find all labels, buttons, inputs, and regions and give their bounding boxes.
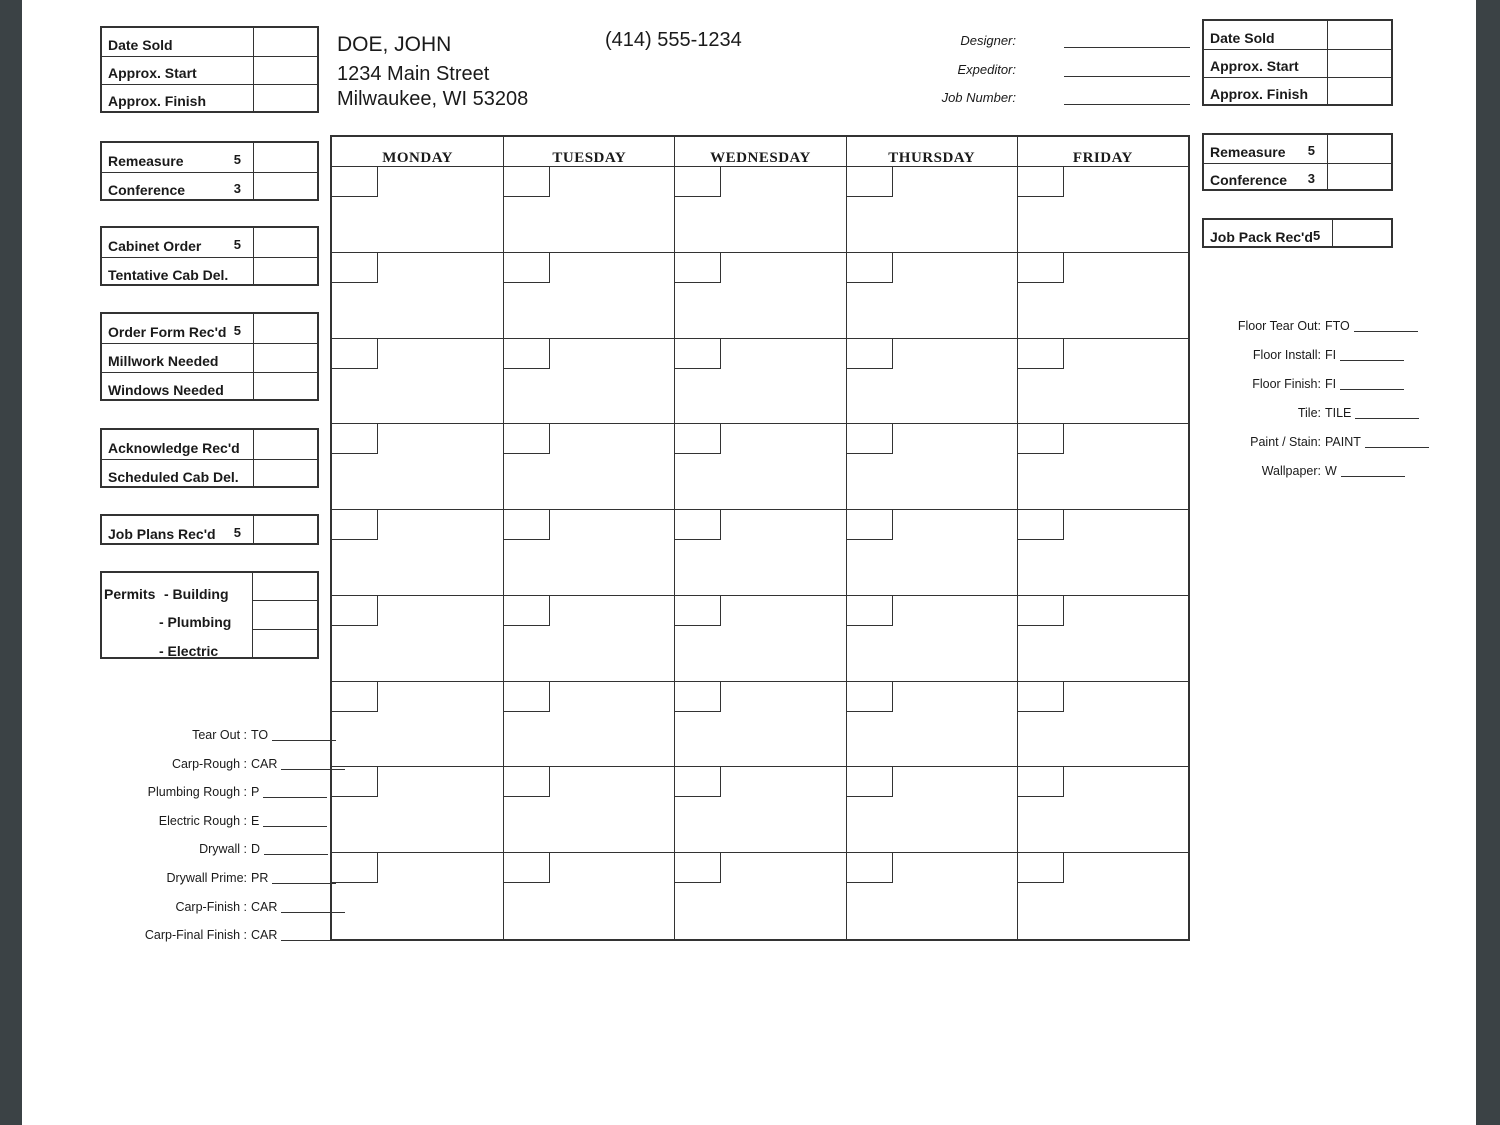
day-cell[interactable] (846, 510, 1017, 596)
field-lead-days: 5 (1307, 143, 1315, 158)
milestone-box (100, 514, 319, 545)
phase-date-field[interactable] (1355, 418, 1419, 419)
field-value-input[interactable] (253, 143, 317, 172)
date-number-box[interactable] (847, 596, 893, 626)
phase-date-field[interactable] (281, 940, 345, 941)
field-row-approx-finish (1204, 77, 1391, 105)
date-number-box[interactable] (504, 339, 550, 369)
day-header-wednesday: WEDNESDAY (674, 137, 845, 167)
date-number-box[interactable] (1018, 167, 1064, 197)
day-cell[interactable] (332, 167, 503, 253)
phase-date-field[interactable] (1340, 389, 1404, 390)
phase-row-floor-install (1211, 348, 1404, 362)
permit-plumbing-label: - Plumbing (159, 614, 232, 630)
day-cell[interactable] (846, 167, 1017, 253)
field-label: Order Form Rec'd (108, 324, 227, 340)
day-cell[interactable] (674, 339, 845, 425)
customer-street: 1234 Main Street (337, 63, 490, 85)
date-number-box[interactable] (847, 510, 893, 540)
date-number-box[interactable] (1018, 596, 1064, 626)
day-cell[interactable] (846, 596, 1017, 682)
phase-date-field[interactable] (1340, 360, 1404, 361)
day-cell[interactable] (1017, 253, 1188, 339)
phase-label: Tile: (1297, 406, 1321, 420)
field-label: Job Plans Rec'd (108, 526, 216, 542)
field-row-acknowledge-rec-d (102, 430, 317, 459)
day-cell[interactable] (846, 767, 1017, 853)
day-header-monday: MONDAY (332, 137, 503, 167)
field-row-approx-start (1204, 49, 1391, 77)
phase-code: D (251, 842, 261, 857)
date-number-box[interactable] (504, 167, 550, 197)
phase-row-floor-finish (1211, 377, 1404, 391)
date-number-box[interactable] (847, 167, 893, 197)
day-cell[interactable] (1017, 682, 1188, 768)
field-row-approx-start (102, 56, 317, 84)
field-label: Remeasure (1210, 144, 1286, 160)
field-label: Approx. Start (1210, 58, 1299, 74)
phase-date-field[interactable] (1341, 476, 1405, 477)
phase-code: PAINT (1325, 435, 1361, 449)
phase-code: FI (1325, 348, 1337, 362)
schedule-sheet (22, 0, 1476, 1125)
phase-row-paint-stain (1211, 435, 1429, 449)
date-number-box[interactable] (847, 767, 893, 797)
date-number-box[interactable] (675, 510, 721, 540)
field-row-date-sold (102, 28, 317, 56)
field-row-scheduled-cab-del (102, 459, 317, 488)
field-label: Millwork Needed (108, 353, 219, 369)
phase-label: Floor Install: (1252, 348, 1321, 362)
phase-code: TILE (1325, 406, 1352, 420)
field-label: Date Sold (1210, 30, 1275, 46)
field-row-job-pack-rec-d (1204, 220, 1391, 248)
phase-row-drywall (127, 842, 328, 856)
field-row-conference (102, 172, 317, 201)
field-value-input[interactable] (253, 430, 317, 459)
phase-date-field[interactable] (272, 883, 336, 884)
field-lead-days (241, 281, 253, 286)
day-cell[interactable] (674, 596, 845, 682)
expeditor-label: Expeditor: (957, 62, 1016, 77)
date-number-box[interactable] (332, 339, 378, 369)
date-number-box[interactable] (675, 167, 721, 197)
field-value-input[interactable] (1327, 21, 1391, 49)
field-row-millwork-needed (102, 343, 317, 372)
field-row-date-sold (1204, 21, 1391, 49)
phase-code: CAR (251, 928, 278, 943)
date-number-box[interactable] (332, 253, 378, 283)
weekly-calendar (330, 135, 1190, 941)
day-cell[interactable] (332, 682, 503, 768)
field-label: Approx. Finish (108, 93, 206, 109)
phase-label: Carp-Finish : (175, 899, 247, 914)
expeditor-field[interactable] (1064, 76, 1190, 77)
field-value-input[interactable] (253, 173, 317, 201)
field-label: Acknowledge Rec'd (108, 440, 240, 456)
field-row-remeasure (102, 143, 317, 172)
field-lead-days: 3 (233, 181, 241, 196)
milestone-box (1202, 133, 1393, 191)
phase-date-field[interactable] (272, 740, 336, 741)
phase-row-plumbing-rough (127, 785, 327, 799)
field-value-input[interactable] (1332, 220, 1391, 248)
phase-row-tile (1211, 406, 1419, 420)
phase-date-field[interactable] (263, 797, 327, 798)
milestone-box (100, 312, 319, 401)
date-number-box[interactable] (504, 767, 550, 797)
phase-date-field[interactable] (263, 826, 327, 827)
field-value-input[interactable] (253, 28, 317, 56)
field-row-conference (1204, 163, 1391, 191)
phase-row-wallpaper (1211, 464, 1405, 478)
date-number-box[interactable] (504, 853, 550, 883)
day-cell[interactable] (846, 424, 1017, 510)
field-lead-days: 5 (1312, 228, 1321, 243)
field-row-remeasure (1204, 135, 1391, 163)
phase-code: PR (251, 871, 269, 885)
date-number-box[interactable] (1018, 253, 1064, 283)
date-number-box[interactable] (847, 682, 893, 712)
phase-code: FI (1325, 377, 1337, 391)
date-number-box[interactable] (332, 853, 378, 883)
day-cell[interactable] (332, 596, 503, 682)
date-number-box[interactable] (504, 596, 550, 626)
field-lead-days: 5 (233, 152, 241, 167)
field-label: Approx. Start (108, 65, 197, 81)
day-cell[interactable] (503, 596, 674, 682)
date-number-box[interactable] (847, 853, 893, 883)
day-cell[interactable] (1017, 424, 1188, 510)
field-value-input[interactable] (1327, 135, 1391, 163)
date-number-box[interactable] (847, 253, 893, 283)
phase-label: Tear Out : (192, 728, 247, 742)
field-value-input[interactable] (253, 228, 317, 257)
phase-row-electric-rough (127, 814, 327, 828)
permit-electric-label: - Electric (159, 643, 219, 659)
field-row-cabinet-order (102, 228, 317, 257)
field-label: Remeasure (108, 153, 184, 169)
date-number-box[interactable] (1018, 339, 1064, 369)
day-cell[interactable] (1017, 510, 1188, 596)
day-cell[interactable] (846, 339, 1017, 425)
date-number-box[interactable] (504, 253, 550, 283)
date-number-box[interactable] (332, 767, 378, 797)
date-number-box[interactable] (847, 339, 893, 369)
field-value-input[interactable] (1327, 164, 1391, 191)
phase-label: Floor Finish: (1252, 377, 1321, 391)
designer-label: Designer: (960, 33, 1016, 48)
day-cell[interactable] (332, 253, 503, 339)
phase-label: Wallpaper: (1261, 464, 1321, 478)
permits-box (100, 571, 319, 659)
day-cell[interactable] (503, 682, 674, 768)
date-number-box[interactable] (675, 853, 721, 883)
customer-phone: (414) 555-1234 (605, 29, 742, 51)
day-cell[interactable] (674, 767, 845, 853)
day-cell[interactable] (1017, 767, 1188, 853)
date-number-box[interactable] (675, 424, 721, 454)
day-cell[interactable] (674, 167, 845, 253)
day-cell[interactable] (503, 253, 674, 339)
day-header-thursday: THURSDAY (846, 137, 1017, 167)
day-header-friday: FRIDAY (1017, 137, 1188, 167)
phase-date-field[interactable] (1354, 331, 1418, 332)
day-cell[interactable] (674, 682, 845, 768)
field-label: Job Pack Rec'd (1210, 229, 1313, 245)
day-cell[interactable] (503, 767, 674, 853)
field-row-windows-needed (102, 372, 317, 401)
field-label: Windows Needed (108, 382, 224, 398)
date-number-box[interactable] (332, 510, 378, 540)
day-cell[interactable] (503, 167, 674, 253)
phase-code: CAR (251, 899, 278, 914)
day-cell[interactable] (674, 510, 845, 596)
milestone-box (100, 428, 319, 488)
day-cell[interactable] (1017, 596, 1188, 682)
day-cell[interactable] (846, 682, 1017, 768)
designer-field[interactable] (1064, 47, 1190, 48)
field-label: Scheduled Cab Del. (108, 469, 239, 485)
field-value-input[interactable] (253, 460, 317, 488)
customer-name: DOE, JOHN (337, 33, 452, 56)
field-lead-days (241, 396, 253, 401)
day-cell[interactable] (332, 853, 503, 939)
field-value-input[interactable] (253, 516, 317, 545)
field-value-input[interactable] (1327, 50, 1391, 77)
field-value-input[interactable] (253, 258, 317, 286)
day-cell[interactable] (503, 510, 674, 596)
phase-label: Electric Rough : (158, 813, 247, 828)
day-cell[interactable] (674, 424, 845, 510)
field-row-job-plans-rec-d (102, 516, 317, 545)
date-number-box[interactable] (675, 682, 721, 712)
field-value-input[interactable] (253, 314, 317, 343)
permits-title: Permits (104, 586, 156, 602)
day-cell[interactable] (846, 253, 1017, 339)
date-number-box[interactable] (1018, 767, 1064, 797)
date-number-box[interactable] (504, 682, 550, 712)
day-cell[interactable] (332, 339, 503, 425)
phase-date-field[interactable] (281, 769, 345, 770)
day-header-tuesday: TUESDAY (503, 137, 674, 167)
day-cell[interactable] (503, 424, 674, 510)
field-row-approx-finish (102, 84, 317, 112)
phase-label: Carp-Final Finish : (144, 928, 247, 943)
field-lead-days: 3 (1307, 171, 1315, 186)
date-number-box[interactable] (675, 339, 721, 369)
phase-code: P (251, 785, 260, 800)
field-value-input[interactable] (253, 57, 317, 84)
day-cell[interactable] (332, 767, 503, 853)
field-label: Cabinet Order (108, 238, 202, 254)
date-number-box[interactable] (675, 596, 721, 626)
field-row-tentative-cab-del (102, 257, 317, 286)
phase-label: Plumbing Rough : (147, 785, 247, 800)
phase-row-carp-finish (127, 900, 345, 914)
date-number-box[interactable] (332, 682, 378, 712)
permit-building-field[interactable] (253, 573, 317, 601)
phase-row-carp-final-finish (127, 928, 345, 942)
phase-label: Drywall Prime: (166, 871, 247, 885)
field-lead-days: 5 (233, 525, 241, 540)
milestone-box (100, 141, 319, 201)
date-number-box[interactable] (1018, 424, 1064, 454)
date-number-box[interactable] (332, 596, 378, 626)
date-number-box[interactable] (332, 424, 378, 454)
field-row-order-form-rec-d (102, 314, 317, 343)
phase-label: Paint / Stain: (1250, 435, 1321, 449)
date-number-box[interactable] (504, 510, 550, 540)
job-number-field[interactable] (1064, 104, 1190, 105)
field-lead-days: 5 (233, 323, 241, 338)
field-label: Conference (1210, 172, 1288, 188)
date-number-box[interactable] (675, 253, 721, 283)
phase-date-field[interactable] (264, 854, 328, 855)
field-label: Conference (108, 182, 186, 198)
left-dates-box (100, 26, 319, 113)
phase-code: E (251, 813, 260, 828)
phase-date-field[interactable] (281, 912, 345, 913)
permit-electric-field[interactable] (253, 630, 317, 657)
field-label: Approx. Finish (1210, 86, 1308, 102)
date-number-box[interactable] (1018, 853, 1064, 883)
day-cell[interactable] (1017, 339, 1188, 425)
phase-code: TO (251, 728, 269, 742)
day-cell[interactable] (503, 853, 674, 939)
field-value-input[interactable] (253, 344, 317, 372)
permit-building-label: - Building (164, 586, 229, 602)
phase-row-tear-out (127, 728, 336, 742)
date-number-box[interactable] (504, 424, 550, 454)
date-number-box[interactable] (332, 167, 378, 197)
field-lead-days (241, 483, 253, 488)
field-value-input[interactable] (253, 85, 317, 112)
phase-row-drywall-prime (127, 871, 336, 885)
right-dates-box (1202, 19, 1393, 106)
day-cell[interactable] (503, 339, 674, 425)
date-number-box[interactable] (1018, 682, 1064, 712)
phase-code: FTO (1325, 319, 1350, 333)
day-cell[interactable] (332, 424, 503, 510)
phase-code: CAR (251, 756, 278, 771)
day-cell[interactable] (1017, 853, 1188, 939)
phase-code: W (1325, 464, 1337, 478)
phase-row-carp-rough (127, 757, 345, 771)
phase-row-floor-tear-out (1211, 319, 1418, 333)
field-value-input[interactable] (1327, 78, 1391, 105)
phase-label: Floor Tear Out: (1237, 319, 1321, 333)
date-number-box[interactable] (1018, 510, 1064, 540)
date-number-box[interactable] (847, 424, 893, 454)
day-cell[interactable] (332, 510, 503, 596)
phase-label: Drywall : (199, 842, 247, 857)
day-cell[interactable] (1017, 167, 1188, 253)
day-cell[interactable] (846, 853, 1017, 939)
day-cell[interactable] (674, 853, 845, 939)
customer-city: Milwaukee, WI 53208 (337, 88, 529, 110)
field-value-input[interactable] (253, 373, 317, 401)
date-number-box[interactable] (675, 767, 721, 797)
job-number-label: Job Number: (941, 90, 1016, 105)
field-label: Tentative Cab Del. (108, 267, 229, 283)
milestone-box (100, 226, 319, 286)
permit-plumbing-field[interactable] (253, 601, 317, 629)
field-label: Date Sold (108, 37, 173, 53)
phase-date-field[interactable] (1365, 447, 1429, 448)
field-lead-days: 5 (233, 237, 241, 252)
milestone-box (1202, 218, 1393, 248)
day-cell[interactable] (674, 253, 845, 339)
phase-label: Carp-Rough : (171, 756, 247, 771)
